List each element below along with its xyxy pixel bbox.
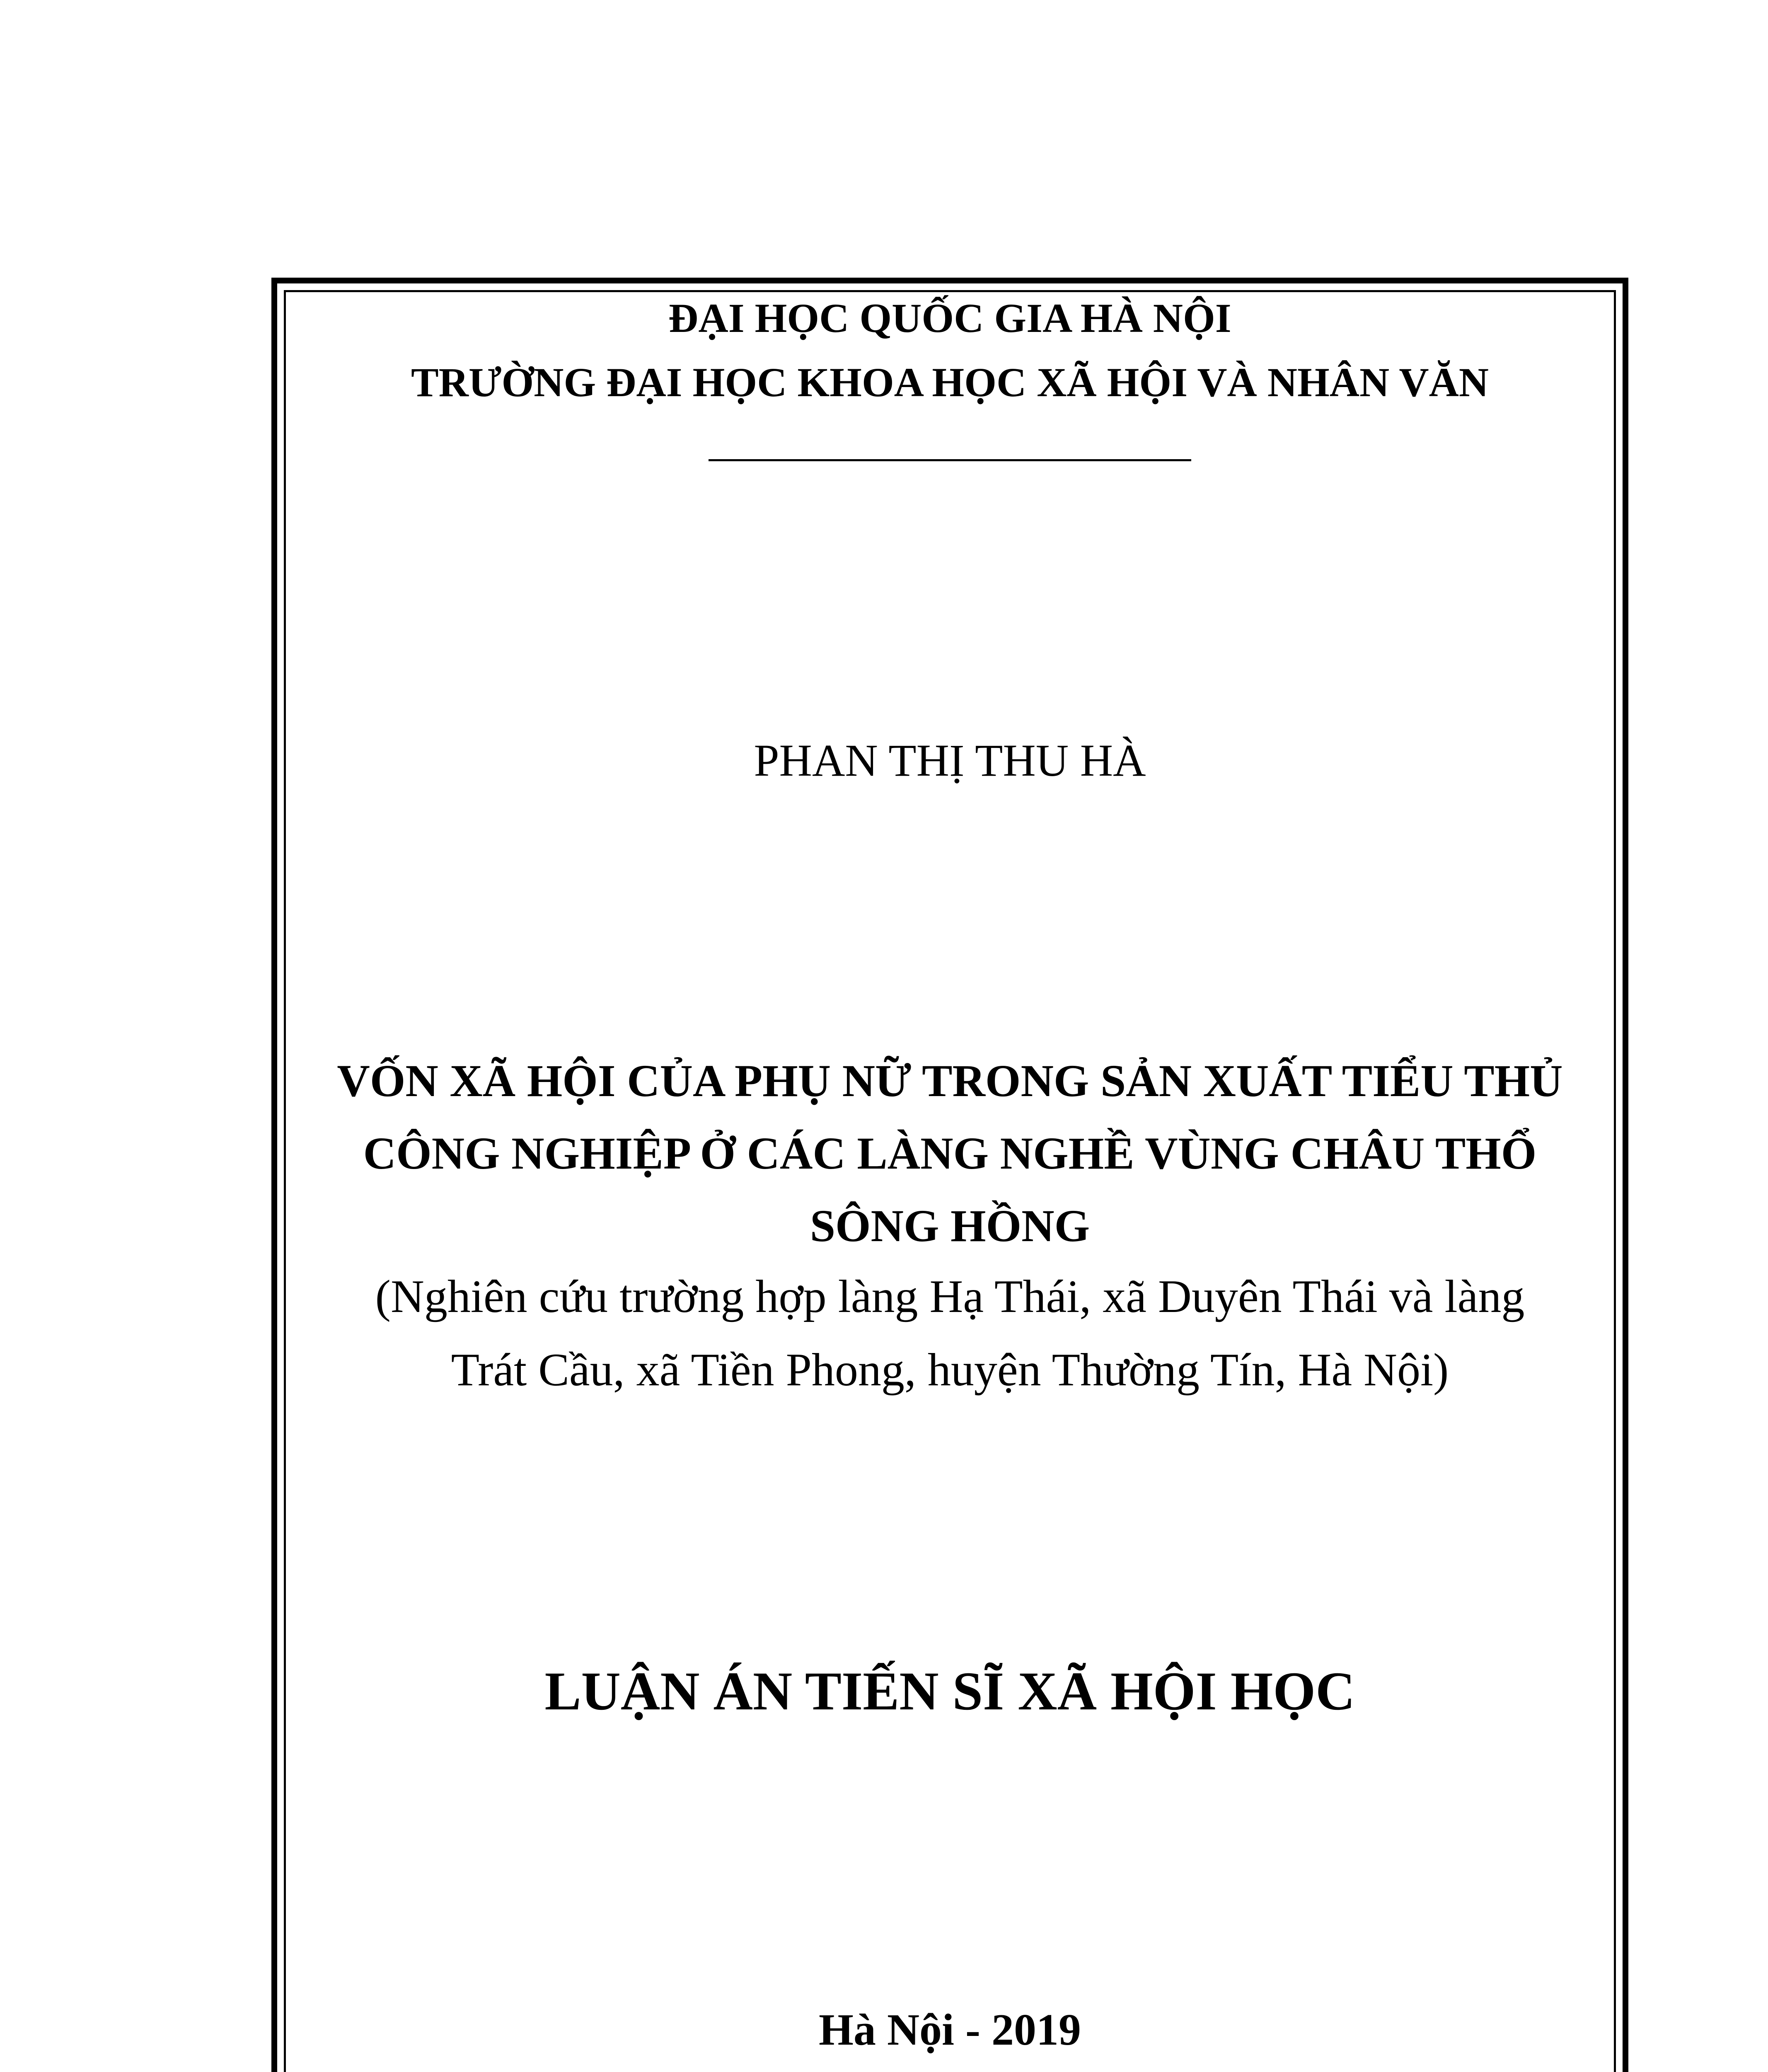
page-border-inner	[284, 290, 1616, 2072]
author-name: PHAN THỊ THU HÀ	[754, 735, 1146, 786]
school-name: TRƯỜNG ĐẠI HỌC KHOA HỌC XÃ HỘI VÀ NHÂN VĂN	[411, 359, 1489, 405]
place-and-year: Hà Nội - 2019	[819, 2005, 1081, 2055]
university-name: ĐẠI HỌC QUỐC GIA HÀ NỘI	[668, 295, 1231, 341]
header-divider	[709, 459, 1191, 461]
thesis-subtitle-line-1: (Nghiên cứu trường hợp làng Hạ Thái, xã Duyên Thái và làng	[375, 1271, 1525, 1322]
thesis-title-line-3: SÔNG HỒNG	[810, 1201, 1090, 1251]
thesis-subtitle-line-2: Trát Cầu, xã Tiền Phong, huyện Thường Tín, Hà Nội)	[451, 1344, 1449, 1396]
thesis-title-line-2: CÔNG NGHIỆP Ở CÁC LÀNG NGHỀ VÙNG CHÂU THỔ	[363, 1128, 1537, 1179]
degree-type: LUẬN ÁN TIẾN SĨ XÃ HỘI HỌC	[544, 1661, 1355, 1721]
thesis-title-line-1: VỐN XÃ HỘI CỦA PHỤ NỮ TRONG SẢN XUẤT TIỂU THỦ	[337, 1055, 1563, 1106]
